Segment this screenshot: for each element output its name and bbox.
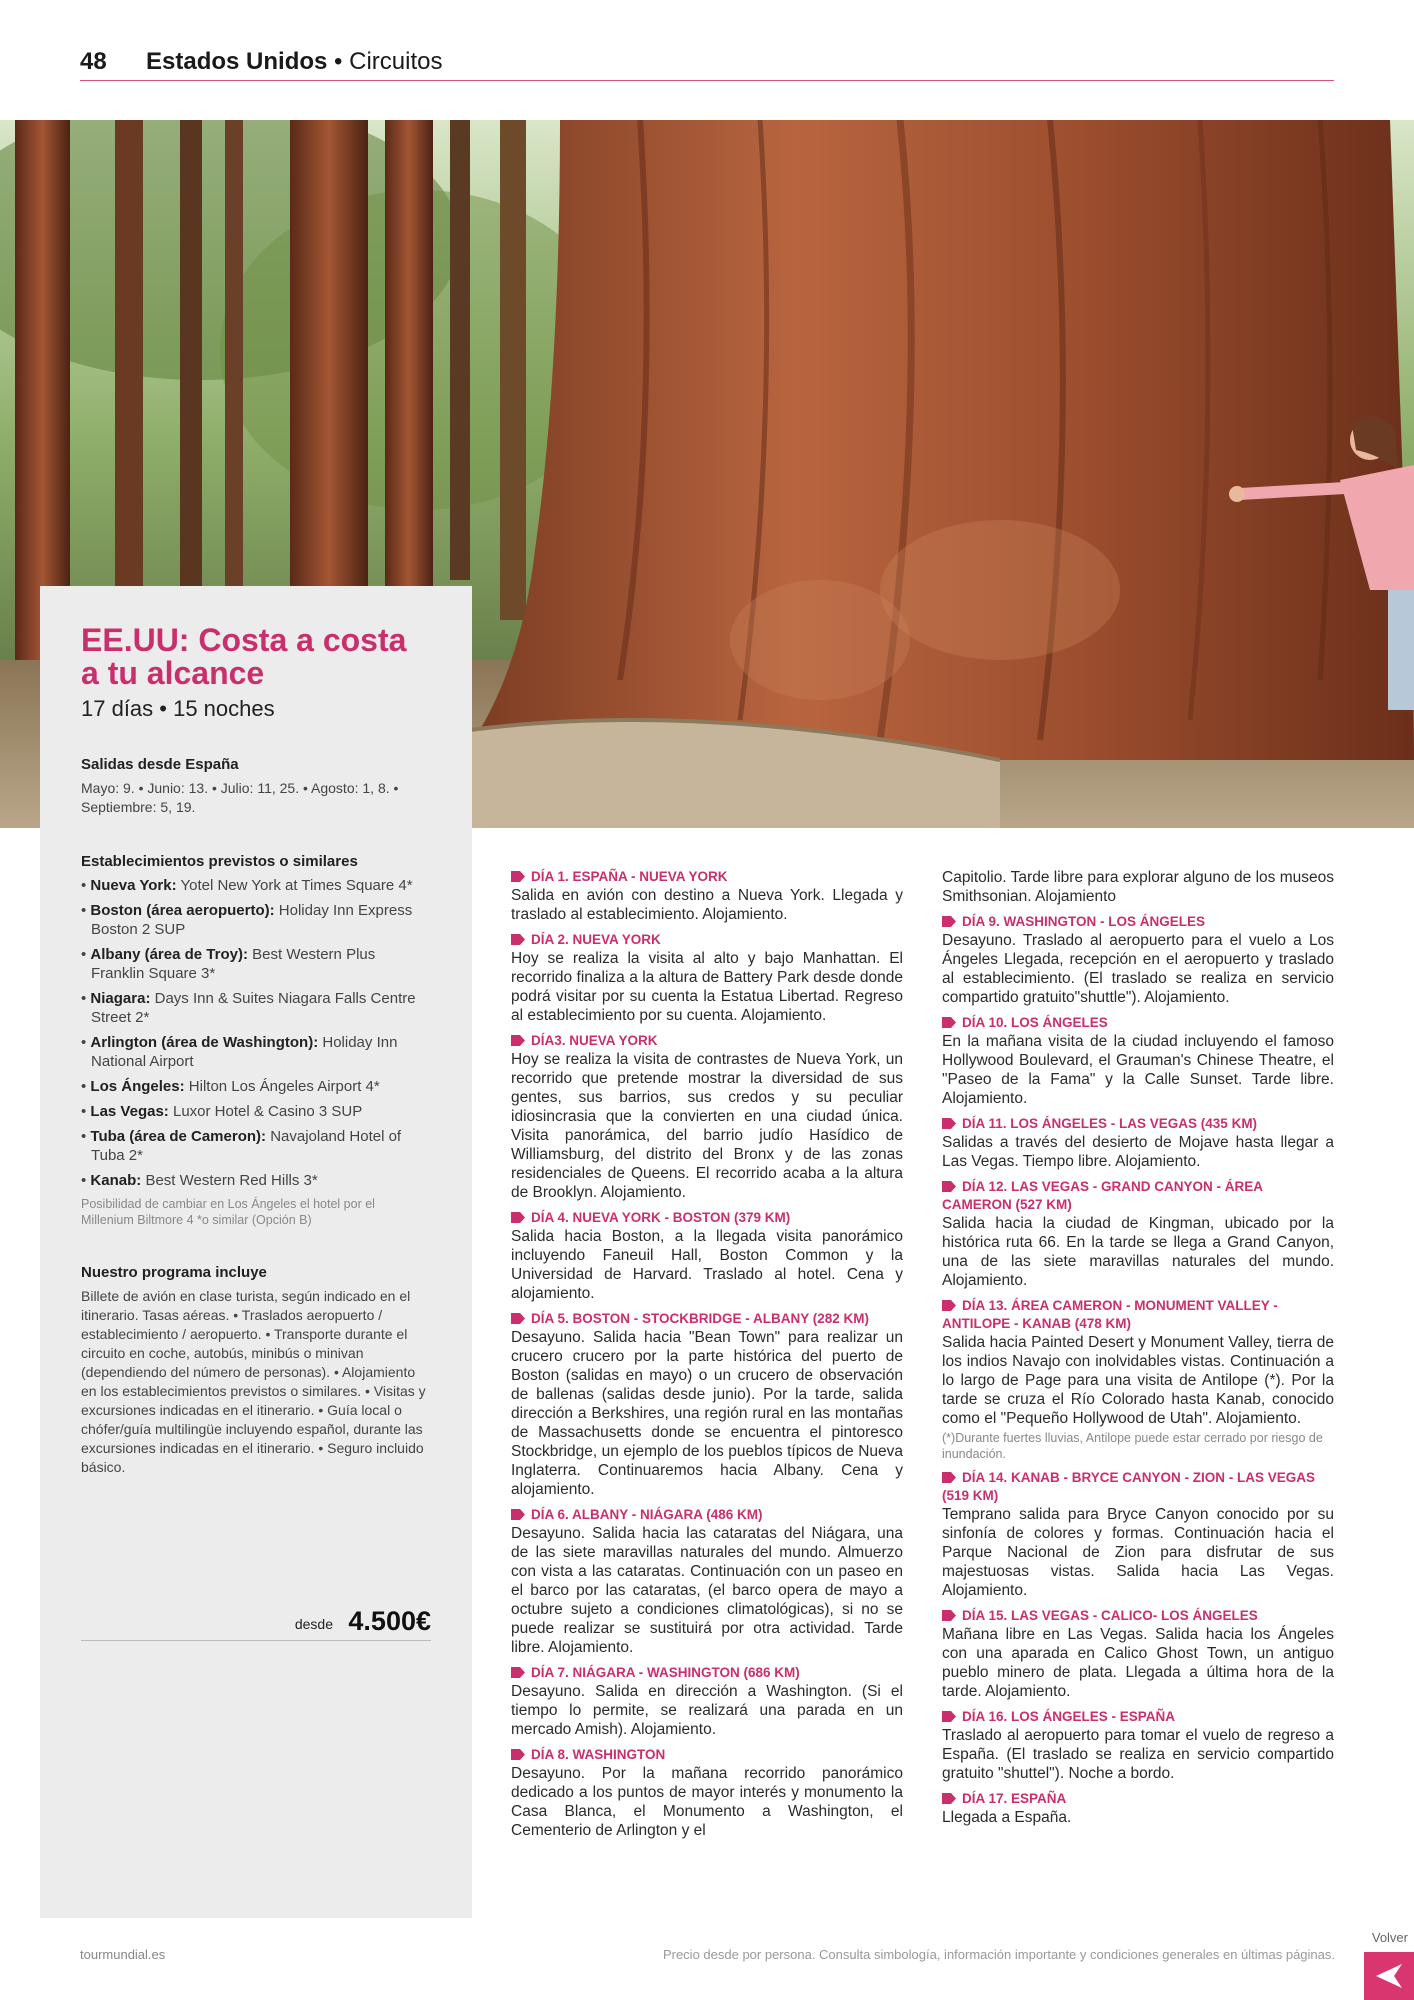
itinerary-day bbox=[511, 1664, 903, 1739]
day-text: Capitolio. Tarde libre para explorar alguno de los museos Smithsonian. Alojamiento bbox=[942, 869, 1334, 905]
day-heading bbox=[942, 1178, 1334, 1214]
day-text: Llegada a España. bbox=[942, 1809, 1072, 1826]
day-heading-text: DÍA 5. BOSTON - STOCKBRIDGE - ALBANY (282 KM) bbox=[531, 1311, 870, 1326]
hotel-city: Los Ángeles: bbox=[90, 1078, 185, 1095]
bullet-arrow-icon bbox=[942, 916, 956, 927]
day-text: Salida hacia Painted Desert y Monument Valley, tierra de los indios Navajo con inolvidables vistas. Continuación a lo largo de Page para una visita de Antilope (*). Por la tarde se cruza el Río Colorado hasta Kanab, conocido como el "Pequeño Hollywood de Utah". Alojamiento. bbox=[942, 1334, 1334, 1427]
itinerary-day bbox=[511, 1746, 903, 1840]
hotel-city: Nueva York: bbox=[90, 877, 177, 894]
hotel-city: Tuba (área de Cameron): bbox=[90, 1128, 267, 1145]
day-heading bbox=[511, 1664, 903, 1682]
hotel-name: Luxor Hotel & Casino 3 SUP bbox=[172, 1103, 363, 1120]
hotel-city: Las Vegas: bbox=[90, 1103, 169, 1120]
itinerary-day bbox=[511, 1032, 903, 1202]
itinerary-day bbox=[942, 1469, 1334, 1600]
footer-website[interactable]: tourmundial.es bbox=[80, 1947, 166, 1962]
day-text: Traslado al aeropuerto para tomar el vuelo de regreso a España. (El traslado se realiza en servicio compartido gratuito "shuttel"). Noche a bordo. bbox=[942, 1727, 1334, 1782]
bullet-arrow-icon bbox=[942, 1118, 956, 1129]
section-name: Circuitos bbox=[349, 48, 443, 75]
hotel-item: • Kanab: Best Western Red Hills 3* bbox=[81, 1172, 318, 1189]
tour-duration: 17 días • 15 noches bbox=[81, 696, 275, 721]
hotel-item: • Nueva York: Yotel New York at Times Square 4* bbox=[81, 877, 413, 894]
bullet-arrow-icon bbox=[942, 1711, 956, 1722]
page-header bbox=[80, 44, 1334, 81]
day-heading-text: DÍA 1. ESPAÑA - NUEVA YORK bbox=[531, 869, 728, 884]
itinerary-column-2 bbox=[942, 868, 1334, 1834]
hotel-city: Albany (área de Troy): bbox=[90, 946, 248, 963]
itinerary-day bbox=[942, 1708, 1334, 1783]
day-heading bbox=[511, 1310, 903, 1328]
day-text: Desayuno. Traslado al aeropuerto para el vuelo a Los Ángeles Llegada, recepción en el aeropuerto y traslado al establecimiento. (El traslado se realiza en servicio compartido gratuito"shuttle"). Alojamiento. bbox=[942, 932, 1334, 1006]
back-label[interactable]: Volver bbox=[1371, 1930, 1408, 1945]
hotel-item: • Los Ángeles: Hilton Los Ángeles Airport 4* bbox=[81, 1078, 380, 1095]
back-button[interactable] bbox=[1364, 1952, 1414, 2000]
footer-disclaimer: Precio desde por persona. Consulta simbología, información importante y condiciones generales en últimas páginas. bbox=[662, 1947, 1335, 1962]
bullet-arrow-icon bbox=[942, 1017, 956, 1028]
day-heading bbox=[942, 1115, 1334, 1133]
page-number: 48 bbox=[80, 48, 107, 75]
day-text: Temprano salida para Bryce Canyon conocido por su sinfonía de colores y formas. Continuación hacia el Parque Nacional de Zion para disfrutar de sus majestuosas vistas. Salida hacia Las Vegas. Alojamiento. bbox=[942, 1506, 1334, 1599]
back-arrow-icon bbox=[1364, 1952, 1414, 2000]
hotel-name: Holiday Inn Express Boston 2 SUP bbox=[91, 902, 413, 938]
hotel-item: • Las Vegas: Luxor Hotel & Casino 3 SUP bbox=[81, 1103, 363, 1120]
bullet-arrow-icon bbox=[511, 871, 525, 882]
day-heading bbox=[511, 1746, 903, 1764]
itinerary-day-continuation bbox=[942, 868, 1334, 906]
day-text: Desayuno. Salida hacia "Bean Town" para realizar un crucero crucero por la parte histórica del puerto de Boston (salidas en mayo) o un crucero de observación de ballenas (salidas desde junio). Por la tarde, salida dirección a Berkshires, una región rural en las montañas de Massachusetts donde se encuentra el pintoresco Stockbridge, un ejemplo de los pueblos típicos de Nueva Inglaterra. Continuaremos hacia Albany. Cena y alojamiento. bbox=[511, 1329, 903, 1498]
day-heading-text: DÍA 12. LAS VEGAS - GRAND CANYON - ÁREA CAMERON (527 KM) bbox=[942, 1179, 1263, 1212]
hotel-city: Boston (área aeropuerto): bbox=[90, 902, 275, 919]
bullet-arrow-icon bbox=[511, 1509, 525, 1520]
bullet-arrow-icon bbox=[942, 1300, 956, 1311]
day-text: Hoy se realiza la visita al alto y bajo Manhattan. El recorrido finaliza a la altura de Battery Park desde donde podrá visitar por su cuenta la Estatua Libertad. Regreso al establecimiento por su cuenta. Alojamiento. bbox=[511, 950, 903, 1024]
bullet-arrow-icon bbox=[942, 1793, 956, 1804]
price-prefix: desde bbox=[294, 1616, 333, 1632]
day-text: Desayuno. Salida en dirección a Washington. (Si el tiempo lo permite, se realizará una parada en un mercado Amish). Alojamiento. bbox=[511, 1683, 903, 1738]
departures-dates: Mayo: 9. • Junio: 13. • Julio: 11, 25. • Agosto: 1, 8. • Septiembre: 5, 19. bbox=[81, 780, 399, 815]
hotel-name: Best Western Plus Franklin Square 3* bbox=[91, 946, 376, 982]
day-heading bbox=[942, 1469, 1334, 1505]
day-heading-text: DÍA 15. LAS VEGAS - CALICO- LOS ÁNGELES bbox=[962, 1608, 1258, 1623]
itinerary-day bbox=[511, 868, 903, 924]
bullet-arrow-icon bbox=[511, 1212, 525, 1223]
itinerary-day bbox=[511, 1506, 903, 1657]
hotel-name: Yotel New York at Times Square 4* bbox=[180, 877, 413, 894]
day-text: Salida en avión con destino a Nueva York. Llegada y traslado al establecimiento. Alojamiento. bbox=[511, 887, 903, 923]
day-text: En la mañana visita de la ciudad incluyendo el famoso Hollywood Boulevard, el Grauman's Chinese Theatre, el "Paseo de la Fama" y la Calle Sunset. Tarde libre. Alojamiento. bbox=[942, 1033, 1334, 1107]
day-heading bbox=[942, 1708, 1334, 1726]
day-heading-text: DÍA 14. KANAB - BRYCE CANYON - ZION - LAS VEGAS (519 KM) bbox=[942, 1470, 1316, 1503]
departures-heading: Salidas desde España bbox=[81, 756, 239, 773]
day-heading-text: DÍA 6. ALBANY - NIÁGARA (486 KM) bbox=[531, 1507, 763, 1522]
day-text: Mañana libre en Las Vegas. Salida hacia los Ángeles con una aparada en Calico Ghost Town, un antiguo pueblo minero de plata. Llegada a última hora de la tarde. Alojamiento. bbox=[942, 1626, 1334, 1700]
itinerary-day bbox=[511, 1209, 903, 1303]
itinerary-day bbox=[942, 1115, 1334, 1171]
day-heading bbox=[942, 1790, 1334, 1808]
day-heading bbox=[511, 868, 903, 886]
itinerary-day bbox=[942, 1297, 1334, 1462]
day-text: Desayuno. Por la mañana recorrido panorámico dedicado a los puntos de mayor interés y monumento la Casa Blanca, el Monumento a Washington, el Cementerio de Arlington y el bbox=[511, 1765, 903, 1839]
price-amount: 4.500€ bbox=[348, 1606, 431, 1636]
includes-text: Billete de avión en clase turista, según indicado en el itinerario. Tasas aéreas. • Traslados aeropuerto / establecimiento / aeropuerto. • Transporte durante el circuito en coche, autobús, minibús o minivan (dependiendo del número de personas). • Alojamiento en los establecimientos previstos o similares. • Visitas y excursiones indicadas en el itinerario. • Guía local o chófer/guía multilingüe incluyendo español, durante las excursiones indicadas en el itinerario. • Seguro incluido básico. bbox=[81, 1288, 426, 1475]
day-heading-text: DÍA 10. LOS ÁNGELES bbox=[962, 1015, 1108, 1030]
day-heading bbox=[942, 1014, 1334, 1032]
day-heading-text: DÍA 7. NIÁGARA - WASHINGTON (686 KM) bbox=[531, 1665, 800, 1680]
day-text: Hoy se realiza la visita de contrastes de Nueva York, un recorrido que pretende mostrar la diversidad de sus gentes, sus barrios, sus credos y su peculiar idiosincrasia que la convierten en una ciudad única. Visita panorámica, del barrio judío Hasídico de Williamsburg, del distrito del Bronx y de las zonas residenciales de Queens. El recorrido acaba a la altura de Brooklyn. Alojamiento. bbox=[511, 1051, 903, 1201]
bullet-arrow-icon bbox=[511, 934, 525, 945]
itinerary-day bbox=[942, 913, 1334, 1007]
day-text: Salida hacia la ciudad de Kingman, ubicado por la histórica ruta 66. En la tarde se llega a Grand Canyon, una de las siete maravillas naturales del mundo. Alojamiento. bbox=[942, 1215, 1334, 1289]
day-heading-text: DÍA 9. WASHINGTON - LOS ÁNGELES bbox=[962, 914, 1206, 929]
hotel-name: Navajoland Hotel of Tuba 2* bbox=[91, 1128, 402, 1164]
itinerary-column-1 bbox=[511, 868, 903, 1847]
day-heading-text: DÍA 16. LOS ÁNGELES - ESPAÑA bbox=[962, 1709, 1176, 1724]
bullet-arrow-icon bbox=[942, 1181, 956, 1192]
day-heading bbox=[942, 913, 1334, 931]
itinerary-day bbox=[942, 1607, 1334, 1701]
bullet-arrow-icon bbox=[511, 1749, 525, 1760]
day-heading bbox=[942, 1297, 1334, 1333]
hotel-item: • Boston (área aeropuerto): Holiday Inn Express Boston 2 SUP bbox=[81, 902, 413, 938]
hotel-item: • Albany (área de Troy): Best Western Plus Franklin Square 3* bbox=[81, 946, 376, 982]
day-heading bbox=[511, 931, 903, 949]
itinerary-day bbox=[511, 1310, 903, 1499]
day-heading bbox=[511, 1032, 903, 1050]
itinerary-day bbox=[942, 1790, 1334, 1827]
day-text: Salidas a través del desierto de Mojave hasta llegar a Las Vegas. Tiempo libre. Alojamiento. bbox=[942, 1134, 1334, 1170]
tour-title: EE.UU: Costa a costa a tu alcance bbox=[81, 622, 407, 691]
itinerary-day bbox=[942, 1014, 1334, 1108]
day-heading bbox=[942, 1607, 1334, 1625]
day-heading bbox=[511, 1209, 903, 1227]
day-heading-text: DÍA 11. LOS ÁNGELES - LAS VEGAS (435 KM) bbox=[962, 1116, 1258, 1131]
hotel-name: Hilton Los Ángeles Airport 4* bbox=[188, 1078, 380, 1095]
price-box bbox=[81, 1596, 431, 1641]
hotels-note: Posibilidad de cambiar en Los Ángeles el hotel por el Millenium Biltmore 4 *o similar (Opción B) bbox=[81, 1197, 375, 1227]
hotel-item: • Tuba (área de Cameron): Navajoland Hotel of Tuba 2* bbox=[81, 1128, 402, 1164]
section-title bbox=[146, 48, 442, 76]
hotel-name: Best Western Red Hills 3* bbox=[145, 1172, 318, 1189]
hotels-list bbox=[81, 876, 431, 1190]
day-heading-text: DÍA 4. NUEVA YORK - BOSTON (379 KM) bbox=[531, 1210, 791, 1225]
header-separator: • bbox=[327, 48, 350, 75]
day-note: (*)Durante fuertes lluvias, Antilope puede estar cerrado por riesgo de inundación. bbox=[942, 1431, 1323, 1461]
hotel-name: Days Inn & Suites Niagara Falls Centre Street 2* bbox=[91, 990, 416, 1026]
day-heading bbox=[511, 1506, 903, 1524]
day-text: Desayuno. Salida hacia las cataratas del Niágara, una de las siete maravillas naturales del mundo. Almuerzo con vista a las cataratas. Continuación con un paseo en el barco por las cataratas, (el barco opera de mayo a octubre sujeto a condiciones climatológicas), si no se puede realizar se sustituirá por otra actividad. Tarde libre. Alojamiento. bbox=[511, 1525, 903, 1656]
bullet-arrow-icon bbox=[511, 1313, 525, 1324]
hotel-item: • Arlington (área de Washington): Holiday Inn National Airport bbox=[81, 1034, 398, 1070]
itinerary-day bbox=[511, 931, 903, 1025]
hotel-city: Kanab: bbox=[90, 1172, 142, 1189]
country-name: Estados Unidos bbox=[146, 48, 328, 75]
tour-summary-sidebar bbox=[40, 586, 472, 1918]
bullet-arrow-icon bbox=[942, 1472, 956, 1483]
day-heading-text: DÍA3. NUEVA YORK bbox=[531, 1033, 658, 1048]
includes-heading: Nuestro programa incluye bbox=[81, 1264, 267, 1281]
hotel-item: • Niagara: Days Inn & Suites Niagara Falls Centre Street 2* bbox=[81, 990, 416, 1026]
hotels-heading: Establecimientos previstos o similares bbox=[81, 853, 358, 870]
day-text: Salida hacia Boston, a la llegada visita panorámico incluyendo Faneuil Hall, Boston Common y la Universidad de Harvard. Traslado al hotel. Cena y alojamiento. bbox=[511, 1228, 903, 1302]
itinerary-day bbox=[942, 1178, 1334, 1290]
day-heading-text: DÍA 13. ÁREA CAMERON - MONUMENT VALLEY - ANTILOPE - KANAB (478 KM) bbox=[942, 1298, 1278, 1331]
day-heading-text: DÍA 8. WASHINGTON bbox=[531, 1747, 666, 1762]
hotel-name: Holiday Inn National Airport bbox=[91, 1034, 398, 1070]
hotel-city: Arlington (área de Washington): bbox=[90, 1034, 319, 1051]
day-heading-text: DÍA 2. NUEVA YORK bbox=[531, 932, 661, 947]
bullet-arrow-icon bbox=[511, 1035, 525, 1046]
bullet-arrow-icon bbox=[511, 1667, 525, 1678]
hotel-city: Niagara: bbox=[90, 990, 151, 1007]
bullet-arrow-icon bbox=[942, 1610, 956, 1621]
day-heading-text: DÍA 17. ESPAÑA bbox=[962, 1791, 1067, 1806]
